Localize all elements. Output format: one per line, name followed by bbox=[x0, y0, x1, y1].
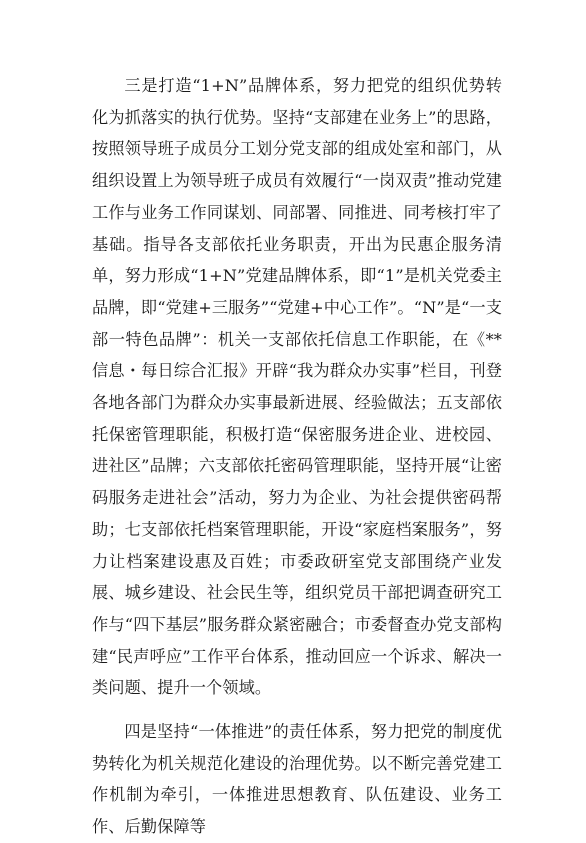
document-body bbox=[92, 70, 502, 843]
paragraph-three: 三是打造“1+N”品牌体系，努力把党的组织优势转化为抓落实的执行优势。坚持“支部建在业务上”的思路，按照领导班子成员分工划分党支部的组成处室和部门，从组织设置上为领导班子成员有效履行“一岗双责”推动党建工作与业务工作同谋划、同部署、同推进、同考核打牢了基础。指导各支部依托业务职责，开出为民惠企服务清单，努力形成“1+N”党建品牌体系，即“1”是机关党委主品牌，即“党建+三服务”“党建+中心工作”。“N”是“一支部一特色品牌”：机关一支部依托信息工作职能，在《**信息・每日综合汇报》开辟“我为群众办实事”栏目，刊登各地各部门为群众办实事最新进展、经验做法；五支部依托保密管理职能，积极打造“保密服务进企业、进校园、进社区”品牌；六支部依托密码管理职能，坚持开展“让密码服务走进社会”活动，努力为企业、为社会提供密码帮助；七支部依托档案管理职能，开设“家庭档案服务”，努力让档案建设惠及百姓；市委政研室党支部围绕产业发展、城乡建设、社会民生等，组织党员干部把调查研究工作与“四下基层”服务群众紧密融合；市委督查办党支部构建“民声呼应”工作平台体系，推动回应一个诉求、解决一类问题、提升一个领域。 bbox=[92, 76, 502, 698]
paragraph-four: 四是坚持“一体推进”的责任体系，努力把党的制度优势转化为机关规范化建设的治理优势。以不断完善党建工作机制为牵引，一体推进思想教育、队伍建设、业务工作、后勤保障等 bbox=[92, 722, 502, 837]
